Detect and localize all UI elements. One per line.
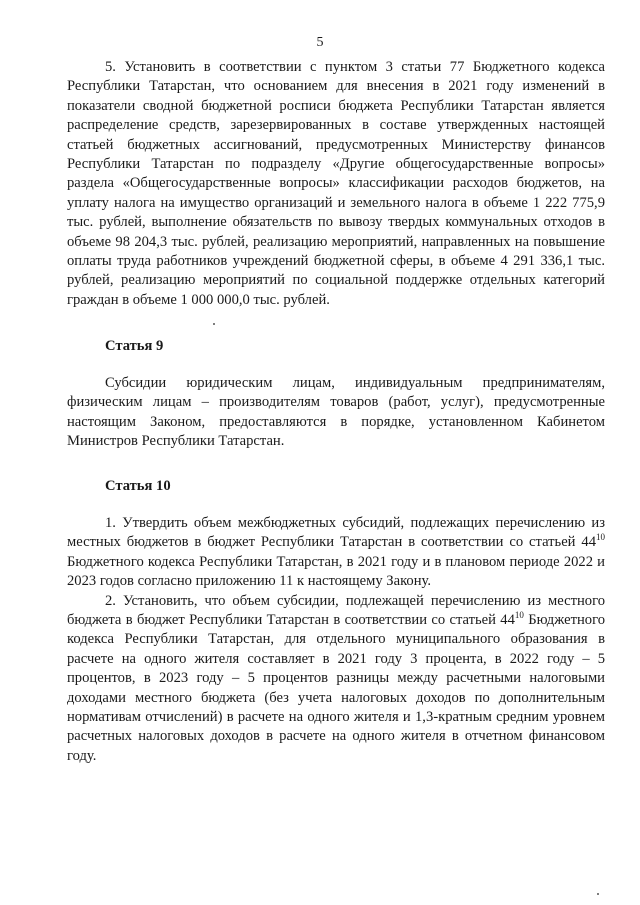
section-8-paragraph-5: 5. Установить в соответствии с пунктом 3 статьи 77 Бюджетного кодекса Республики Татарстан, что основанием для внесения в 2021 году изменений в показатели сводной бюджетной росписи бюджета Республики Татарстан является распределение средств, зарезервированных в составе утвержденных настоящей статьей бюджетных ассигнований, предусмотренных Министерству финансов Республики Татарстан по подразделу «Другие общегосударственные вопросы» раздела «Общегосударственные вопросы» классификации расходов бюджетов, на уплату налога на имущество организаций и земельного налога в объеме 1 222 775,9 тыс. рублей, выполнение обязательств по вывозу твердых коммунальных отходов в объеме 98 204,3 тыс. рублей, реализацию мероприятий, направленных на повышение оплаты труда работников учреждений бюджетной сферы, в объеме 4 291 336,1 тыс. рублей, реализацию мероприятий по социальной поддержке отдельных категорий граждан в объеме 1 000 000,0 тыс. рублей. [67,59,605,308]
article-10-heading: Статья 10 [105,478,171,494]
article-10-paragraph-1 [67,514,605,592]
article-9-block [67,374,605,452]
article-10-p2-text-before: 2. Установить, что объем субсидии, подлежащей перечислению из местного бюджета в бюджет Республики Татарстан в соответствии со статьей 44 [67,592,605,629]
page-number: 5 [316,35,324,50]
article-9-heading: Статья 9 [105,338,164,354]
article-10-p1-text-after: Бюджетного кодекса Республики Татарстан, в 2021 году и в плановом периоде 2022 и 2023 годов согласно приложению 11 к настоящему Закону. [67,553,605,590]
article-10-block [67,514,605,766]
article-10-p1-text-before: 1. Утвердить объем межбюджетных субсидий, подлежащих перечислению из местных бюджетов в бюджет Республики Татарстан в соответствии со статьей 44 [67,515,605,551]
article-10-p1-superscript: 10 [596,532,605,543]
article-10-p2-superscript: 10 [514,610,524,621]
article-10-paragraph-2 [67,592,605,767]
scan-speck [597,893,599,895]
scan-speck [213,323,215,325]
article-10-p2-text-after: Бюджетного кодекса Республики Татарстан, для отдельного муниципального образования в расчете на одного жителя составляет в 2021 году 3 процента, в 2022 году – 5 процентов, в 2023 году – 5 процентов разницы между расчетными налоговыми доходами местного бюджета (без учета налоговых доходов по дополнительным нормативам отчислений) в расчете на одного жителя и 1,3-кратным средним уровнем расчетных налоговых доходов в расчете на одного жителя в отчетном финансовом году. [67,612,605,764]
article-9-paragraph: Субсидии юридическим лицам, индивидуальным предпринимателям, физическим лицам – производителям товаров (работ, услуг), предусмотренные настоящим Законом, предоставляются в порядке, установленном Кабинетом Министров Республики Татарстан. [67,375,605,450]
section-8-paragraph-5-block [67,58,605,310]
